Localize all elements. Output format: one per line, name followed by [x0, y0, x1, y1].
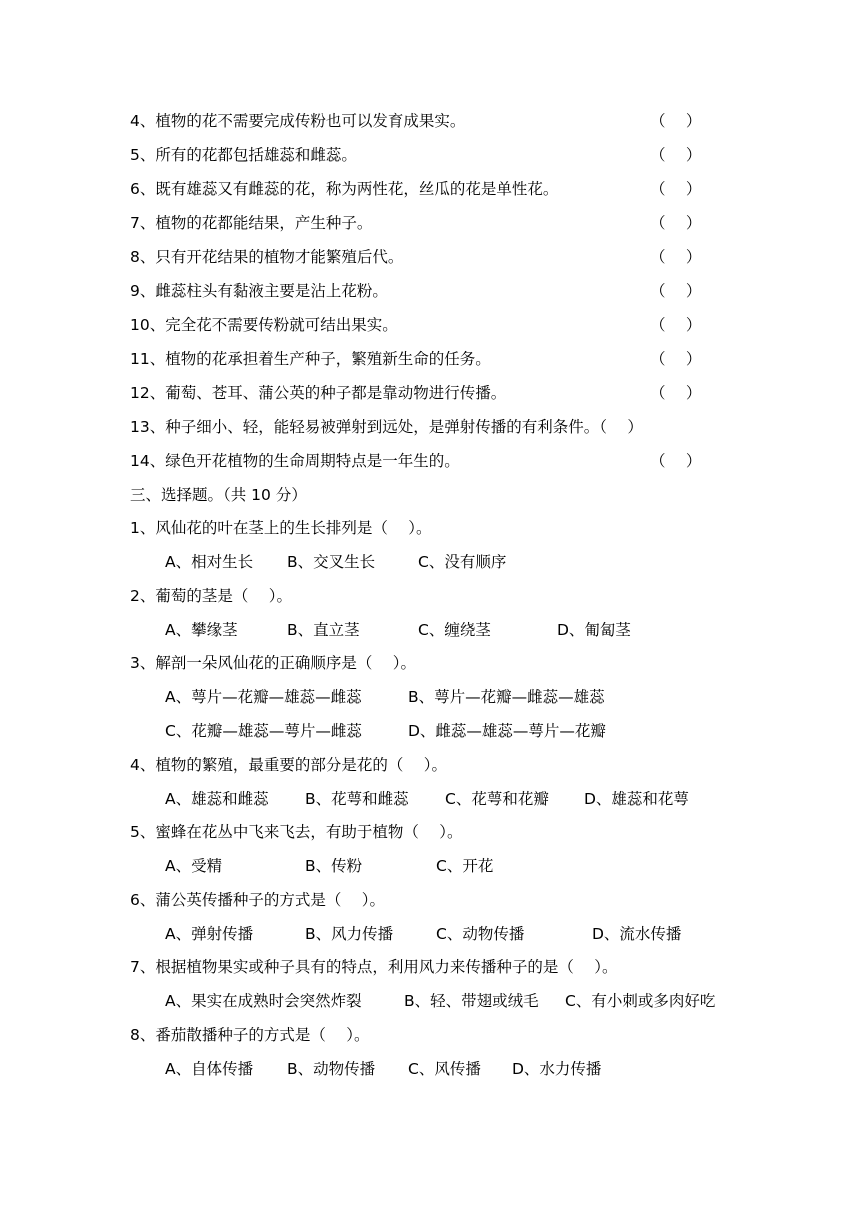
option-a: A、果实在成熟时会突然炸裂 — [165, 992, 362, 1010]
choice-question-7: 7、根据植物果实或种子具有的特点，利用风力来传播种子的是（ ）。 — [130, 958, 618, 976]
choice-question-1: 1、风仙花的叶在茎上的生长排列是（ ）。 — [130, 519, 432, 537]
option-a: A、雄蕊和雌蕊 — [165, 790, 269, 808]
option-a: A、自体传播 — [165, 1060, 254, 1078]
choice-question-6: 6、蒲公英传播种子的方式是（ ）。 — [130, 891, 386, 909]
option-c: C、开花 — [436, 857, 494, 875]
option-b: B、动物传播 — [287, 1060, 376, 1078]
judgment-question-10: 10、完全花不需要传粉就可结出果实。 — [130, 316, 398, 334]
option-b: B、花萼和雌蕊 — [305, 790, 409, 808]
judgment-question-6: 6、既有雄蕊又有雌蕊的花，称为两性花，丝瓜的花是单性花。 — [130, 180, 559, 198]
answer-paren-8: （ ） — [650, 248, 702, 266]
judgment-question-8: 8、只有开花结果的植物才能繁殖后代。 — [130, 248, 404, 266]
option-c: C、动物传播 — [436, 925, 525, 943]
answer-paren-5: （ ） — [650, 146, 702, 164]
judgment-question-4: 4、植物的花不需要完成传粉也可以发育成果实。 — [130, 112, 466, 130]
option-c: C、没有顺序 — [418, 553, 507, 571]
option-b: B、风力传播 — [305, 925, 394, 943]
answer-paren-4: （ ） — [650, 112, 702, 130]
option-a: A、攀缘茎 — [165, 621, 238, 639]
choice-question-5: 5、蜜蜂在花丛中飞来飞去，有助于植物（ ）。 — [130, 823, 463, 841]
answer-paren-7: （ ） — [650, 214, 702, 232]
choice-question-3: 3、解剖一朵风仙花的正确顺序是（ ）。 — [130, 654, 417, 672]
option-c: C、有小刺或多肉好吃 — [565, 992, 716, 1010]
judgment-question-13: 13、种子细小、轻，能轻易被弹射到远处，是弹射传播的有利条件。（ ） — [130, 418, 643, 436]
judgment-question-5: 5、所有的花都包括雄蕊和雌蕊。 — [130, 146, 357, 164]
section-heading: 三、选择题。（共 10 分） — [130, 486, 307, 504]
option-c: C、缠绕茎 — [418, 621, 491, 639]
option-d: D、流水传播 — [592, 925, 682, 943]
option-d: D、匍匐茎 — [557, 621, 631, 639]
option-c: C、花萼和花瓣 — [445, 790, 549, 808]
option-a: A、受精 — [165, 857, 223, 875]
option-b: B、交叉生长 — [287, 553, 376, 571]
answer-paren-10: （ ） — [650, 316, 702, 334]
judgment-question-14: 14、绿色开花植物的生命周期特点是一年生的。 — [130, 452, 460, 470]
option-b: B、传粉 — [305, 857, 363, 875]
answer-paren-14: （ ） — [650, 452, 702, 470]
option-b: B、萼片—花瓣—雌蕊—雄蕊 — [408, 688, 605, 706]
option-c: C、风传播 — [408, 1060, 481, 1078]
choice-question-4: 4、植物的繁殖，最重要的部分是花的（ ）。 — [130, 756, 448, 774]
judgment-question-7: 7、植物的花都能结果，产生种子。 — [130, 214, 373, 232]
judgment-question-11: 11、植物的花承担着生产种子，繁殖新生命的任务。 — [130, 350, 491, 368]
judgment-question-12: 12、葡萄、苍耳、蒲公英的种子都是靠动物进行传播。 — [130, 384, 507, 402]
option-d: D、水力传播 — [512, 1060, 602, 1078]
answer-paren-6: （ ） — [650, 180, 702, 198]
option-b: B、直立茎 — [287, 621, 360, 639]
option-a: A、相对生长 — [165, 553, 254, 571]
choice-question-8: 8、番茄散播种子的方式是（ ）。 — [130, 1026, 370, 1044]
judgment-question-9: 9、雌蕊柱头有黏液主要是沾上花粉。 — [130, 282, 388, 300]
option-b: B、轻、带翅或绒毛 — [404, 992, 539, 1010]
option-a: A、弹射传播 — [165, 925, 254, 943]
choice-question-2: 2、葡萄的茎是（ ）。 — [130, 587, 293, 605]
answer-paren-12: （ ） — [650, 384, 702, 402]
answer-paren-9: （ ） — [650, 282, 702, 300]
answer-paren-11: （ ） — [650, 350, 702, 368]
option-d: D、雌蕊—雄蕊—萼片—花瓣 — [408, 722, 606, 740]
option-c: C、花瓣—雄蕊—萼片—雌蕊 — [165, 722, 362, 740]
option-d: D、雄蕊和花萼 — [584, 790, 689, 808]
option-a: A、萼片—花瓣—雄蕊—雌蕊 — [165, 688, 362, 706]
